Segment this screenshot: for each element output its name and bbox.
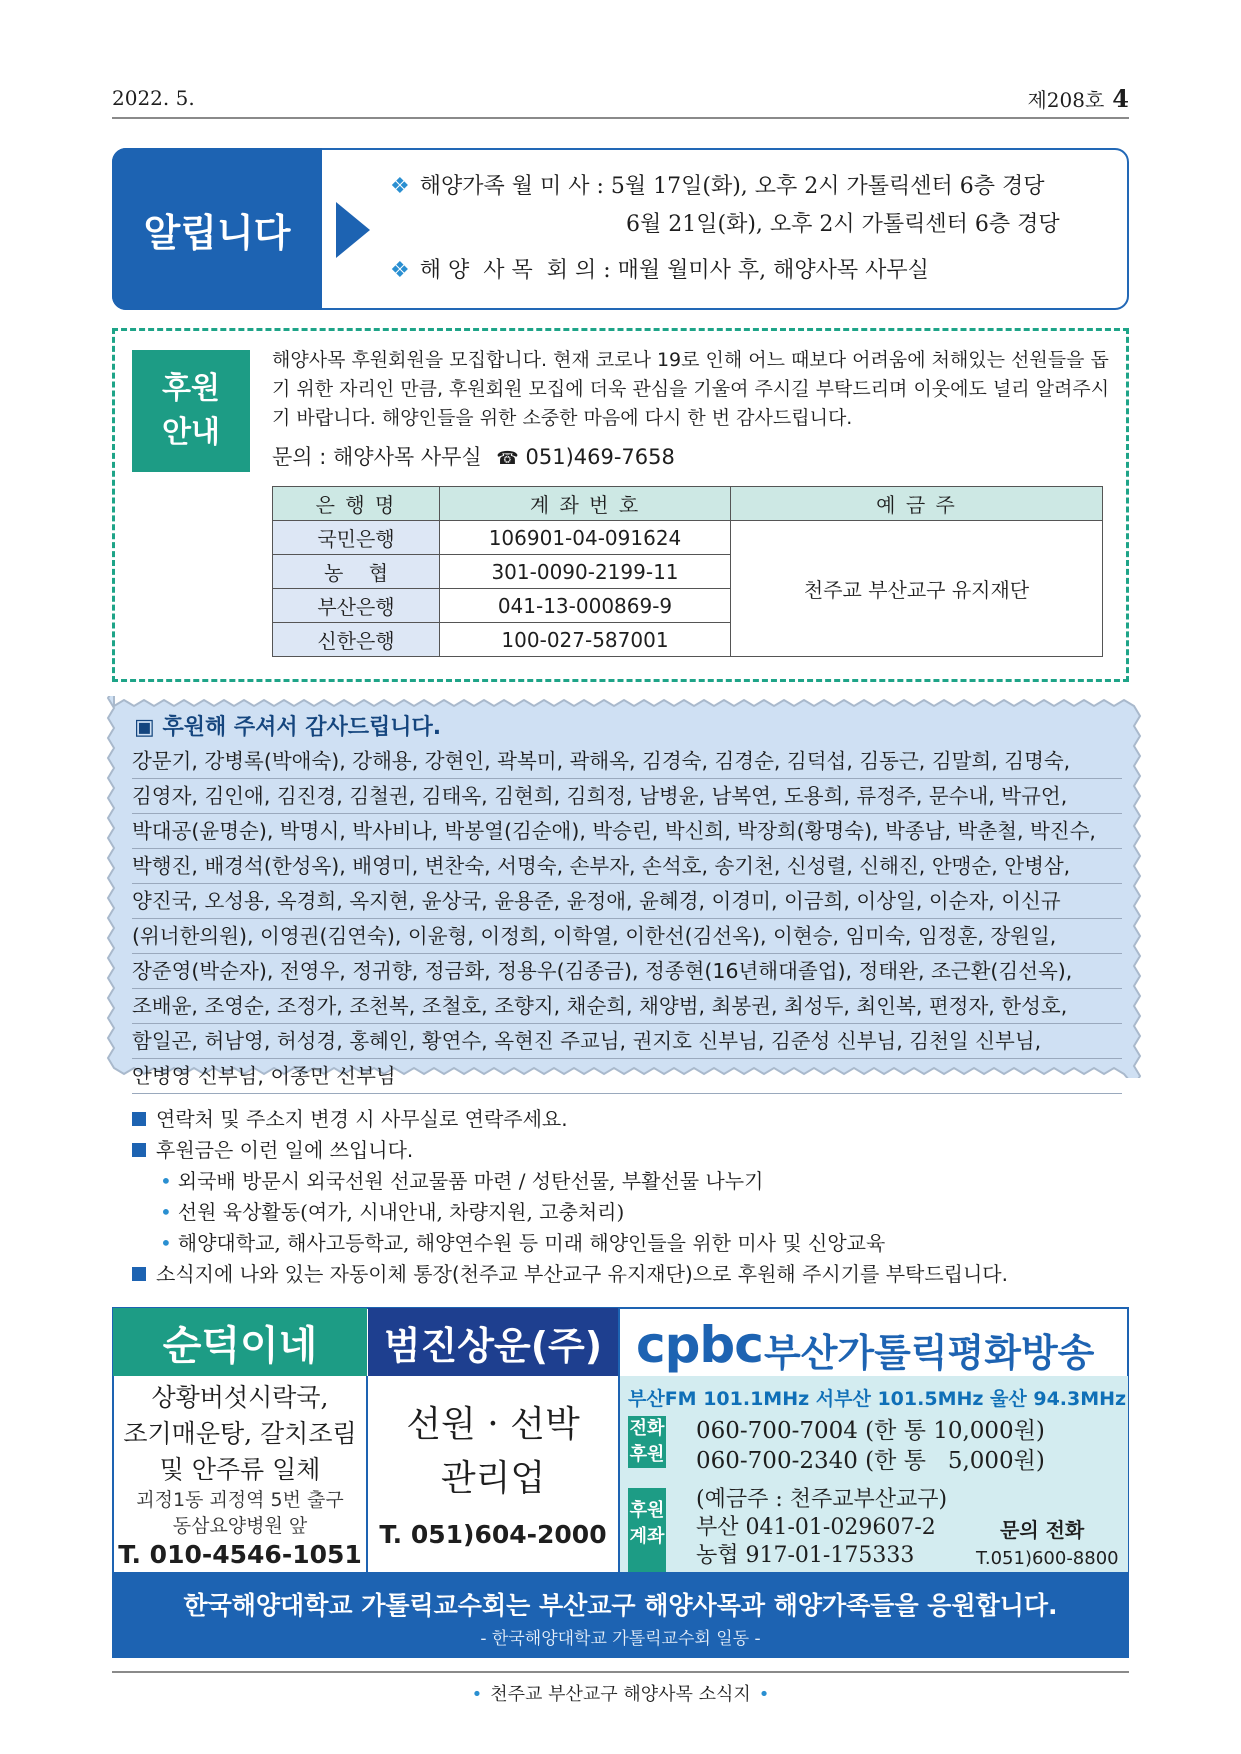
account-number: 041-13-000869-9 — [440, 589, 731, 623]
account-number: 301-0090-2199-11 — [440, 555, 731, 589]
note-item — [132, 1259, 1008, 1290]
note-subitem — [132, 1197, 1008, 1228]
bank-name: 신한은행 — [273, 623, 440, 657]
donor-line: 양진국, 오성용, 옥경희, 옥지현, 윤상국, 윤용준, 윤정애, 윤혜경, 이경미, 이금희, 이상일, 이순자, 이신규 — [132, 884, 1122, 919]
table-header-row — [273, 487, 1103, 521]
contact-label: 문의 : 해양사목 사무실 — [272, 445, 482, 469]
note-subitem — [132, 1166, 1008, 1197]
account-number: 100-027-587001 — [440, 623, 731, 657]
dot-bullet-icon: • — [160, 1231, 172, 1255]
issue-number — [1027, 84, 1129, 113]
note-subtext: 선원 육상활동(여가, 시내안내, 차량지원, 고충처리) — [177, 1200, 625, 1224]
support-description: 해양사목 후원회원을 모집합니다. 현재 코로나 19로 인해 어느 때보다 어려움에 처해있는 선원들을 돕기 위한 자리인 만큼, 후원회원 모집에 더욱 관심을 기울여 주시길 부탁드리며 이웃에도 널리 알려주시기 바랍니다. 해양인들을 위한 소중한 마음에 다시 한 번 감사드립니다. — [272, 349, 1110, 429]
issue-label: 제208호 — [1027, 88, 1105, 112]
account-number: 106901-04-091624 — [440, 521, 731, 555]
ad1-description — [113, 1380, 367, 1488]
note-subtext: 외국배 방문시 외국선원 선교물품 마련 / 성탄선물, 부활선물 나누기 — [177, 1169, 764, 1193]
account-holder: 천주교 부산교구 유지재단 — [731, 521, 1103, 657]
support-tab-line: 후원 — [162, 371, 220, 406]
ad2-description — [368, 1398, 618, 1506]
note-item — [132, 1135, 1008, 1166]
bank-name: 국민은행 — [273, 521, 440, 555]
ad2-desc-line: 관리업 — [440, 1458, 546, 1499]
note-text: 소식지에 나와 있는 자동이체 통장(천주교 부산교구 유지재단)으로 후원해 주시기를 부탁드립니다. — [156, 1262, 1008, 1286]
diamond-bullet-icon: ❖ — [390, 174, 410, 199]
ad1-address — [113, 1487, 367, 1539]
ad1-desc-line: 및 안주류 일체 — [159, 1455, 321, 1484]
ad2-name: 범진상운(주) — [368, 1308, 618, 1376]
donor-line: (위너한의원), 이영권(김연숙), 이윤형, 이정희, 이학열, 이한선(김선옥), 이현승, 임미숙, 임정훈, 장원일, — [132, 919, 1122, 954]
page-number: 4 — [1112, 84, 1129, 113]
ad1-desc-line: 조기매운탕, 갈치조림 — [123, 1419, 357, 1448]
notice-text: 매월 월미사 후, 해양사목 사무실 — [617, 258, 929, 283]
support-contact — [272, 441, 675, 471]
note-subitem — [132, 1228, 1008, 1259]
support-tab-line: 안내 — [162, 415, 220, 450]
cpbc-logo: cpbc — [636, 1316, 763, 1374]
diamond-bullet-icon: ❖ — [390, 258, 410, 283]
ad3-accounts — [696, 1486, 947, 1570]
dot-bullet-icon: • — [758, 1684, 770, 1705]
notice-label: 해 양 사 목 회 의 : — [419, 258, 611, 283]
donor-line: 장준영(박순자), 전영우, 정귀향, 정금화, 정용우(김종금), 정종현(16년해대졸업), 정태완, 조근환(김선옥), — [132, 954, 1122, 989]
ad3-frequencies: 부산FM 101.1MHz 서부산 101.5MHz 울산 94.3MHz — [628, 1388, 1127, 1410]
issue-date: 2022. 5. — [112, 86, 195, 110]
donor-name-list — [132, 744, 1122, 1094]
notice-title: 알립니다 — [143, 210, 291, 255]
notes-list — [132, 1104, 1008, 1290]
inquiry-label: 문의 전화 — [1000, 1518, 1085, 1542]
thanks-title: ▣ 후원해 주셔서 감사드립니다. — [134, 715, 442, 740]
contact-phone: 051)469-7658 — [525, 445, 675, 469]
donor-line: 함일곤, 허남영, 허성경, 홍혜인, 황연수, 옥현진 주교님, 권지호 신부님, 김준성 신부님, 김천일 신부님, — [132, 1024, 1122, 1059]
support-tab — [132, 350, 250, 472]
ad2-phone: T. 051)604-2000 — [379, 1520, 607, 1549]
donor-line: 강문기, 강병록(박애숙), 강해용, 강현인, 곽복미, 곽해옥, 김경숙, 김경순, 김덕섭, 김동근, 김말희, 김명숙, — [132, 744, 1122, 779]
note-item — [132, 1104, 1008, 1135]
dot-bullet-icon: • — [160, 1200, 172, 1224]
note-text: 연락처 및 주소지 변경 시 사무실로 연락주세요. — [156, 1107, 568, 1131]
notice-text: 5월 17일(화), 오후 2시 가톨릭센터 6층 경당 — [610, 174, 1045, 199]
square-bullet-icon — [132, 1267, 146, 1281]
donor-line: 박행진, 배경석(한성옥), 배영미, 변찬숙, 서명숙, 손부자, 손석호, 송기천, 신성렬, 신해진, 안맹순, 안병삼, — [132, 849, 1122, 884]
phone-icon: ☎ — [496, 448, 519, 469]
page-footer — [112, 1680, 1129, 1706]
inquiry-phone: T.051)600-8800 — [976, 1548, 1119, 1569]
table-header: 계 좌 번 호 — [440, 487, 731, 521]
arrow-right-icon — [336, 202, 370, 258]
ad1-addr-line: 동삼요양병원 앞 — [172, 1515, 308, 1537]
account-line: 부산 041-01-029607-2 — [696, 1515, 936, 1540]
note-subtext: 해양대학교, 해사고등학교, 해양연수원 등 미래 해양인들을 위한 미사 및 신앙교육 — [177, 1231, 886, 1255]
notice-row-mass-2 — [626, 210, 1060, 240]
ad1-phone: T. 010-4546-1051 — [118, 1540, 362, 1569]
table-header: 예 금 주 — [731, 487, 1103, 521]
table-row — [273, 521, 1103, 555]
table-header: 은 행 명 — [273, 487, 440, 521]
bank-name: 농 협 — [273, 555, 440, 589]
donor-line: 조배윤, 조영순, 조정가, 조천복, 조철호, 조향지, 채순희, 채양범, 최봉권, 최성두, 최인복, 편정자, 한성호, — [132, 989, 1122, 1024]
ad1-name: 순덕이네 — [113, 1308, 367, 1376]
bank-name: 부산은행 — [273, 589, 440, 623]
donation-phone: 060-700-2340 (한 통 5,000원) — [696, 1448, 1045, 1474]
donation-phone: 060-700-7004 (한 통 10,000원) — [696, 1418, 1045, 1444]
note-text: 후원금은 이런 일에 쓰입니다. — [156, 1138, 414, 1162]
ads-footer-signature: - 한국해양대학교 가톨릭교수회 일동 - — [480, 1629, 761, 1649]
account-holder: (예금주 : 천주교부산교구) — [696, 1487, 948, 1512]
square-bullet-icon — [132, 1112, 146, 1126]
notice-label: 해양가족 월 미 사 : — [419, 174, 604, 199]
footer-divider — [112, 1671, 1129, 1673]
phone-donation-label: 전화후원 — [628, 1416, 666, 1468]
donor-line: 김영자, 김인애, 김진경, 김철권, 김태옥, 김현희, 김희정, 남병윤, 남복연, 도용희, 류정주, 문수내, 박규언, — [132, 779, 1122, 814]
ad1-addr-line: 괴정1동 괴정역 5번 출구 — [136, 1489, 344, 1511]
ads-footer-message: 한국해양대학교 가톨릭교수회는 부산교구 해양사목과 해양가족들을 응원합니다. — [183, 1591, 1058, 1620]
square-bullet-icon — [132, 1143, 146, 1157]
donor-line: 안병영 신부님, 이종민 신부님 — [132, 1059, 1122, 1094]
notice-text: 6월 21일(화), 오후 2시 가톨릭센터 6층 경당 — [626, 212, 1060, 237]
dot-bullet-icon: • — [160, 1169, 172, 1193]
account-line: 농협 917-01-175333 — [696, 1543, 915, 1568]
ad1-desc-line: 상황버섯시락국, — [151, 1383, 329, 1412]
bank-account-table — [272, 486, 1103, 657]
notice-row-meeting — [390, 256, 929, 286]
dot-bullet-icon: • — [471, 1684, 483, 1705]
donor-line: 박대공(윤명순), 박명시, 박사비나, 박봉열(김순애), 박승린, 박신희, 박장희(황명숙), 박종남, 박춘철, 박진수, — [132, 814, 1122, 849]
header-divider — [112, 117, 1129, 119]
footer-title: 천주교 부산교구 해양사목 소식지 — [490, 1684, 751, 1705]
notice-row-mass — [390, 172, 1045, 202]
account-donation-label: 후원계좌 — [628, 1488, 666, 1572]
ad3-name: 부산가톨릭평화방송 — [764, 1331, 1095, 1375]
ad3-donation-phones — [696, 1416, 1045, 1476]
ad2-desc-line: 선원 · 선박 — [406, 1404, 580, 1445]
